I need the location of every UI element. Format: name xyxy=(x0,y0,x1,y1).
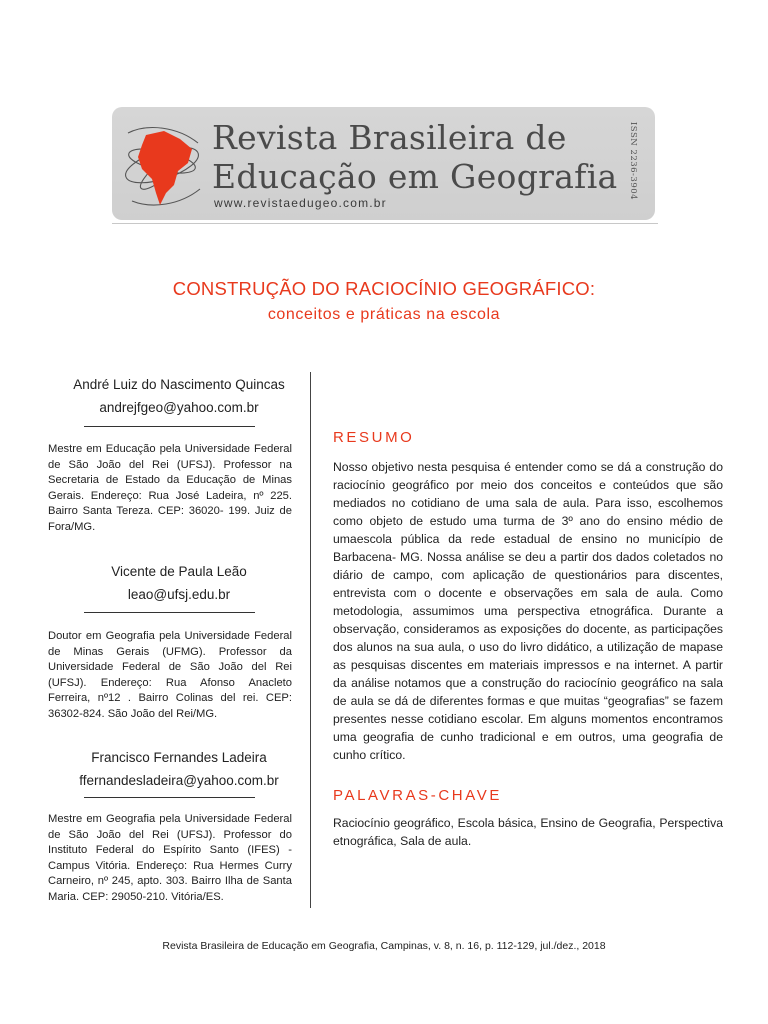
brazil-globe-logo xyxy=(118,113,210,217)
issn-block xyxy=(623,120,643,202)
journal-name-line2: Educação em Geografia xyxy=(212,157,618,196)
author-divider xyxy=(84,612,255,613)
citation-footer: Revista Brasileira de Educação em Geografia, Campinas, v. 8, n. 16, p. 112-129, jul./dez., 2018 xyxy=(162,940,606,952)
author-email[interactable]: andrejfgeo@yahoo.com.br xyxy=(99,400,259,415)
author-email[interactable]: leao@ufsj.edu.br xyxy=(127,587,231,602)
resumo-heading: RESUMO xyxy=(333,429,415,446)
article-title: CONSTRUÇÃO DO RACIOCÍNIO GEOGRÁFICO: xyxy=(172,278,596,299)
author-divider xyxy=(84,797,255,798)
keywords-heading: PALAVRAS-CHAVE xyxy=(333,787,502,804)
masthead-divider xyxy=(112,223,658,224)
author-bio: Mestre em Geografia pela Universidade Federal de São João del Rei (UFSJ). Professor do Instituto Federal do Espírito Santo (IFES) - Campus Vitória. Endereço: Rua Hermes Curry Carneiro, nº 245, apto. 303. Bairro Ilha de Santa Maria. CEP: 29050-210. Vitória/ES. xyxy=(48,813,292,903)
author-name: Vicente de Paula Leão xyxy=(111,564,247,579)
resumo-text: Nosso objetivo nesta pesquisa é entender como se dá a construção do raciocínio geográfico por meio dos conceitos e conteúdos que são mediados no cotidiano de uma sala de aula. Para isso, escolhemos como objeto de estudo uma turma de 3º ano do ensino médio de umaescola pública da rede estadual de ensino no município de Barbacena- MG. Nossa análise se deu a partir dos dados coletados no diário de campo, com aplicação de questionários para discentes, entrevista com o docente e observações em sala de aula. Como metodologia, assumimos uma perspectiva etnográfica. Durante a observação, consideramos as exposições do docente, as participações dos alunos na sua aula, o uso do livro didático, a utilização de mapase as pesquisas discentes em materiais impressos e na internet. A partir da análise notamos que a construção do raciocínio geográfico na sala de aula se dá de diferentes formas e que muitas “geografias” se fazem presentes nesse cotidiano escolar. Em alguns momentos encontramos uma geografia de cunho tradicional e em outros, uma geografia de cunho crítico. xyxy=(333,460,723,762)
column-divider xyxy=(310,372,311,908)
author-bio: Mestre em Educação pela Universidade Federal de São João del Rei (UFSJ). Professor na Secretaria de Estado da Educação de Minas Gerais. Endereço: Rua José Ladeira, nº 225. Bairro Santa Tereza. CEP: 36020- 199. Juiz de Fora/MG. xyxy=(48,443,292,533)
article-subtitle: conceitos e práticas na escola xyxy=(267,306,501,323)
issn-label: ISSN 2236-3904 xyxy=(628,121,638,201)
author-name: André Luiz do Nascimento Quincas xyxy=(73,377,285,392)
keywords-text: Raciocínio geográfico, Escola básica, Ensino de Geografia, Perspectiva etnográfica, Sala de aula. xyxy=(333,816,723,848)
author-bio: Doutor em Geografia pela Universidade Federal de Minas Gerais (UFMG). Professor da Universidade Federal de São João del Rei (UFSJ). Endereço: Rua Afonso Anacleto Ferreira, nº12 . Bairro Colinas del rei. CEP: 36302-824. São João del Rei/MG. xyxy=(48,630,292,720)
author-email[interactable]: ffernandesladeira@yahoo.com.br xyxy=(79,773,279,788)
author-name: Francisco Fernandes Ladeira xyxy=(91,750,267,765)
author-divider xyxy=(84,426,255,427)
journal-website[interactable]: www.revistaedugeo.com.br xyxy=(214,196,387,210)
journal-name-line1: Revista Brasileira de xyxy=(212,118,567,157)
